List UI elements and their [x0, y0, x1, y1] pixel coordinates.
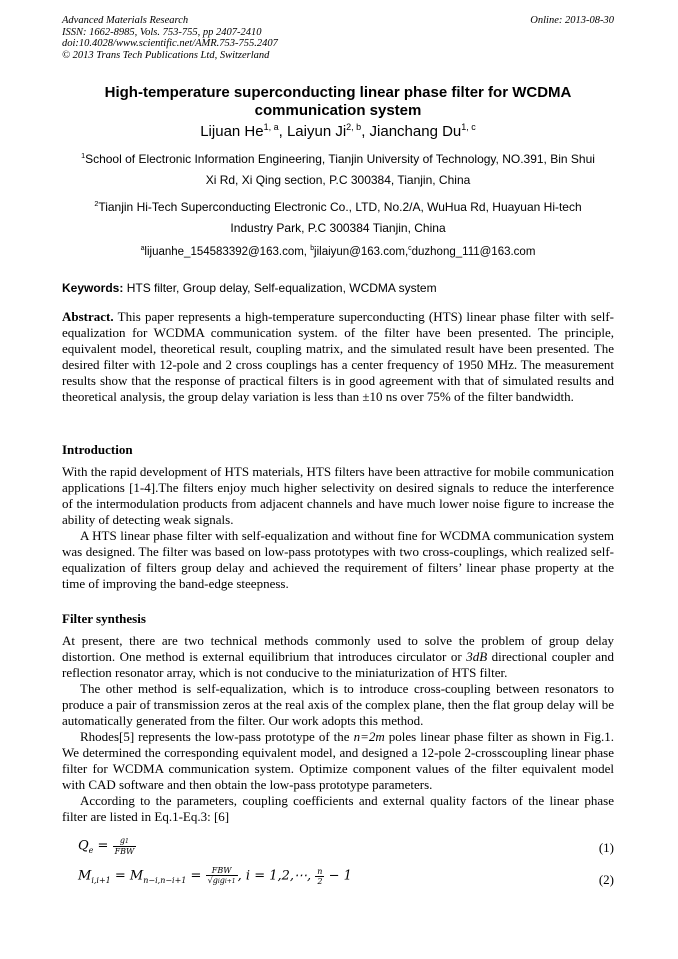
email-address: jilaiyun@163.com,: [314, 246, 409, 258]
keywords-text: HTS filter, Group delay, Self-equalization, WCDMA system: [123, 281, 437, 295]
affiliation-1: [62, 149, 614, 191]
text-run: directional coupler and reflection resonator array, which is not conducive to the miniaturization of HTS filter.: [62, 649, 614, 681]
affiliation-line: Xi Rd, Xi Qing section, P.C 300384, Tianjin, China: [205, 173, 471, 187]
author-name: Lijuan He: [200, 123, 264, 140]
abstract: [62, 309, 614, 406]
author-list: Lijuan He$^{1, a}$, Laiyun Ji$^{2, b}$, Jianchang Du$^{1, c}$: [200, 122, 476, 140]
affiliation-line: Tianjin Hi-Tech Superconducting Electronic Co., LTD, No.2/A, WuHua Rd, Huayuan Hi-tech: [98, 200, 582, 214]
email-sup: a: [140, 245, 145, 253]
email-address: lijuanhe_154583392@163.com,: [144, 246, 311, 258]
email-sup: c: [408, 245, 412, 253]
email-address: duzhong_111@163.com: [411, 246, 536, 258]
title-line-1: High-temperature superconducting linear phase filter for WCDMA: [104, 84, 572, 101]
author-name: Jianchang Du: [369, 123, 462, 140]
journal-header: [62, 15, 614, 61]
synthesis-paragraph-3: [62, 729, 614, 793]
paper-title: [62, 84, 614, 119]
synthesis-paragraph-2: The other method is self-equalization, which is to introduce cross-coupling between resonators to produce a pair of transmission zeros at the real axis of the complex plane, then the flat group delay will be automatically generated from the filter. Our work adopts this method.: [62, 681, 614, 729]
email-sup: b: [310, 245, 315, 253]
synthesis-paragraph-1: [62, 633, 614, 681]
affiliation-2: [62, 197, 614, 239]
text-run-italic: n=2m: [353, 729, 385, 744]
affiliation-line: Industry Park, P.C 300384 Tianjin, China: [230, 221, 446, 235]
affiliation-line: School of Electronic Information Engineering, Tianjin University of Technology, NO.391, Bin Shui: [85, 152, 595, 166]
intro-paragraph-1: With the rapid development of HTS materials, HTS filters have been attractive for mobile communication applications [1-4].The filters enjoy much higher selectivity on desired signals to reduce the interference of the intermodulation products from adjacent channels and have much lower noise figure to increase the ability of detecting weak signals.: [62, 464, 614, 528]
section-heading-filter-synthesis: Filter synthesis: [62, 611, 146, 626]
affiliation-sup: 2: [94, 199, 99, 208]
text-run: At present, there are two technical methods commonly used to solve the problem of group delay distortion. One method is external equilibrium that introduces circulator or: [62, 633, 614, 665]
abstract-text: This paper represents a high-temperature superconducting (HTS) linear phase filter with self-equalization for WCDMA communication system. of the filter have been presented. The principle, equivalent model, theoretical result, coupling matrix, and the simulated result have been presented. The desired filter with 12-pole and 2 cross couplings has a center frequency of 1950 MHz. The measurement results show that the response of practical filters is in good agreement with that of simulated results and theoretical analysis, the group delay variation is less than ±10 ns over 75% of the filter bandwidth.: [62, 309, 614, 405]
synthesis-paragraph-4: According to the parameters, coupling coefficients and external quality factors of the linear phase filter are listed in Eq.1-Eq.3: [6]: [62, 793, 614, 825]
journal-issn: ISSN: 1662-8985, Vols. 753-755, pp 2407-2410: [62, 26, 262, 38]
text-run-italic: 3dB: [466, 649, 488, 665]
section-heading-introduction: Introduction: [62, 442, 133, 457]
intro-paragraph-2: A HTS linear phase filter with self-equalization and without fine for WCDMA communication system was designed. The filter was based on low-pass prototypes with two cross-couplings, which realized self-equalization of filters group delay and achieved the requirement of filters’ linear phase property at the time of improving the band-edge steepness.: [62, 528, 614, 592]
author-sup: 1, a: [263, 122, 279, 132]
keywords-label: Keywords:: [62, 281, 124, 295]
equation-number: (2): [598, 872, 614, 887]
title-line-2: communication system: [254, 101, 422, 119]
journal-doi: doi:10.4028/www.scientific.net/AMR.753-755.2407: [62, 38, 278, 49]
journal-copyright: © 2013 Trans Tech Publications Ltd, Switzerland: [62, 49, 270, 61]
author-emails: [62, 245, 614, 259]
author-name: Laiyun Ji: [286, 123, 347, 140]
equation-2: $M_{i,i+1} = M_{n-i,n-i+1}$ = $\frac{\text{FBW}}{\text{√gigi+1}}$ , i = 1,2,⋯, $\frac{n}{2}$ − 1: [78, 866, 352, 886]
text-run: Rhodes[5] represents the low-pass prototype of the: [80, 729, 354, 744]
author-sup: 1, c: [461, 122, 476, 132]
affiliation-sup: 1: [81, 151, 86, 160]
author-sup: 2, b: [346, 122, 362, 132]
abstract-label: Abstract.: [62, 309, 114, 324]
online-date: Online: 2013-08-30: [530, 15, 614, 26]
keywords: [62, 281, 614, 295]
equation-number: (1): [598, 840, 614, 855]
journal-name: Advanced Materials Research: [62, 15, 189, 26]
text-run: poles linear phase filter as shown in Fig.1. We determined the corresponding equivalent model, and designed a 12-pole 2-crosscoupling linear phase filter for WCDMA communication system. Optimize component values of the filter equivalent model with CAD software and then obtain the low-pass prototype parameters.: [62, 729, 614, 793]
equation-1: $Q_e$ = $\frac{g1}{\text{FBW}}$: [78, 836, 135, 856]
